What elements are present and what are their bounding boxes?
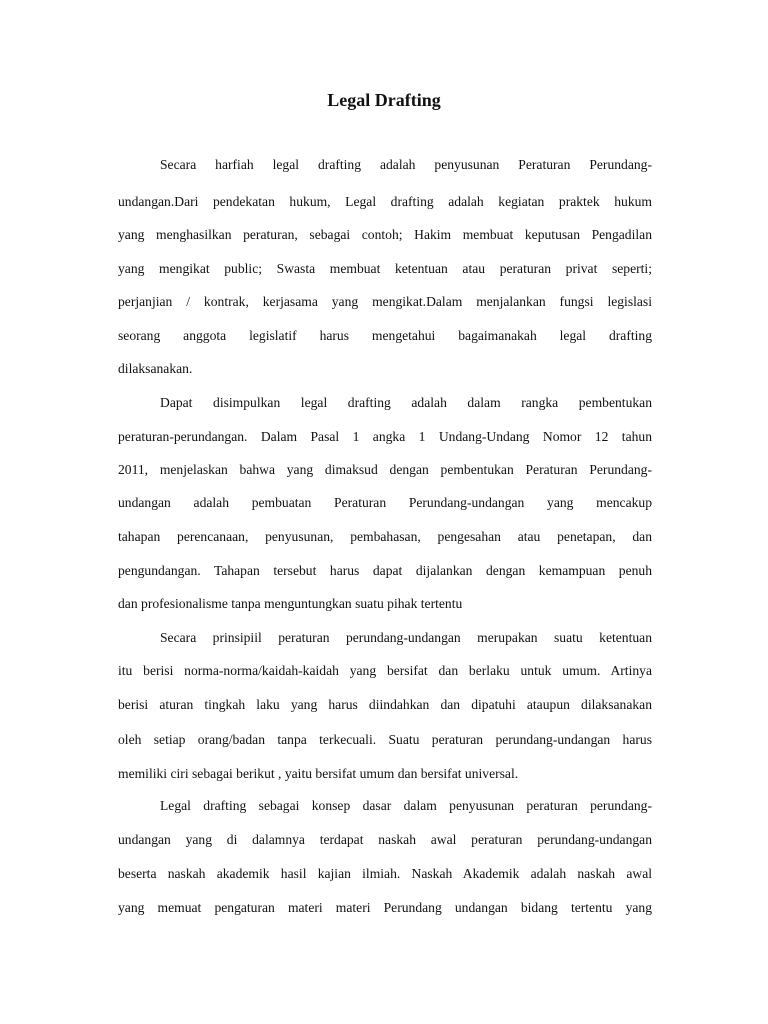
text-line: Legal drafting sebagai konsep dasar dalam penyusunan peraturan perundang- <box>160 798 652 813</box>
text-line: oleh setiap orang/badan tanpa terkecuali. Suatu peraturan perundang-undangan harus <box>118 732 652 747</box>
text-line: Secara harfiah legal drafting adalah penyusunan Peraturan Perundang- <box>160 157 652 172</box>
text-line: itu berisi norma-norma/kaidah-kaidah yang bersifat dan berlaku untuk umum. Artinya <box>118 663 652 678</box>
text-line: beserta naskah akademik hasil kajian ilmiah. Naskah Akademik adalah naskah awal <box>118 866 652 881</box>
text-line: pengundangan. Tahapan tersebut harus dapat dijalankan dengan kemampuan penuh <box>118 563 652 578</box>
document-title: Legal Drafting <box>327 90 441 110</box>
text-line: yang menghasilkan peraturan, sebagai contoh; Hakim membuat keputusan Pengadilan <box>118 227 652 242</box>
text-line: undangan adalah pembuatan Peraturan Perundang-undangan yang mencakup <box>118 495 652 510</box>
text-line: memiliki ciri sebagai berikut , yaitu bersifat umum dan bersifat universal. <box>118 766 519 781</box>
text-line: 2011, menjelaskan bahwa yang dimaksud dengan pembentukan Peraturan Perundang- <box>118 462 652 477</box>
text-line: tahapan perencanaan, penyusunan, pembahasan, pengesahan atau penetapan, dan <box>118 529 652 544</box>
text-line: Dapat disimpulkan legal drafting adalah dalam rangka pembentukan <box>160 395 652 410</box>
text-line: berisi aturan tingkah laku yang harus diindahkan dan dipatuhi ataupun dilaksanakan <box>118 697 652 712</box>
text-line: peraturan-perundangan. Dalam Pasal 1 angka 1 Undang-Undang Nomor 12 tahun <box>118 429 652 444</box>
text-line: Secara prinsipiil peraturan perundang-undangan merupakan suatu ketentuan <box>160 630 652 645</box>
text-line: yang mengikat public; Swasta membuat ketentuan atau peraturan privat seperti; <box>118 261 652 276</box>
text-line: perjanjian / kontrak, kerjasama yang mengikat.Dalam menjalankan fungsi legislasi <box>118 294 652 309</box>
text-line: dan profesionalisme tanpa menguntungkan suatu pihak tertentu <box>118 596 463 611</box>
text-line: yang memuat pengaturan materi materi Perundang undangan bidang tertentu yang <box>118 900 652 915</box>
text-line: undangan yang di dalamnya terdapat naskah awal peraturan perundang-undangan <box>118 832 652 847</box>
text-line: dilaksanakan. <box>118 361 193 376</box>
text-line: seorang anggota legislatif harus mengetahui bagaimanakah legal drafting <box>118 328 652 343</box>
text-line: undangan.Dari pendekatan hukum, Legal drafting adalah kegiatan praktek hukum <box>118 194 652 209</box>
